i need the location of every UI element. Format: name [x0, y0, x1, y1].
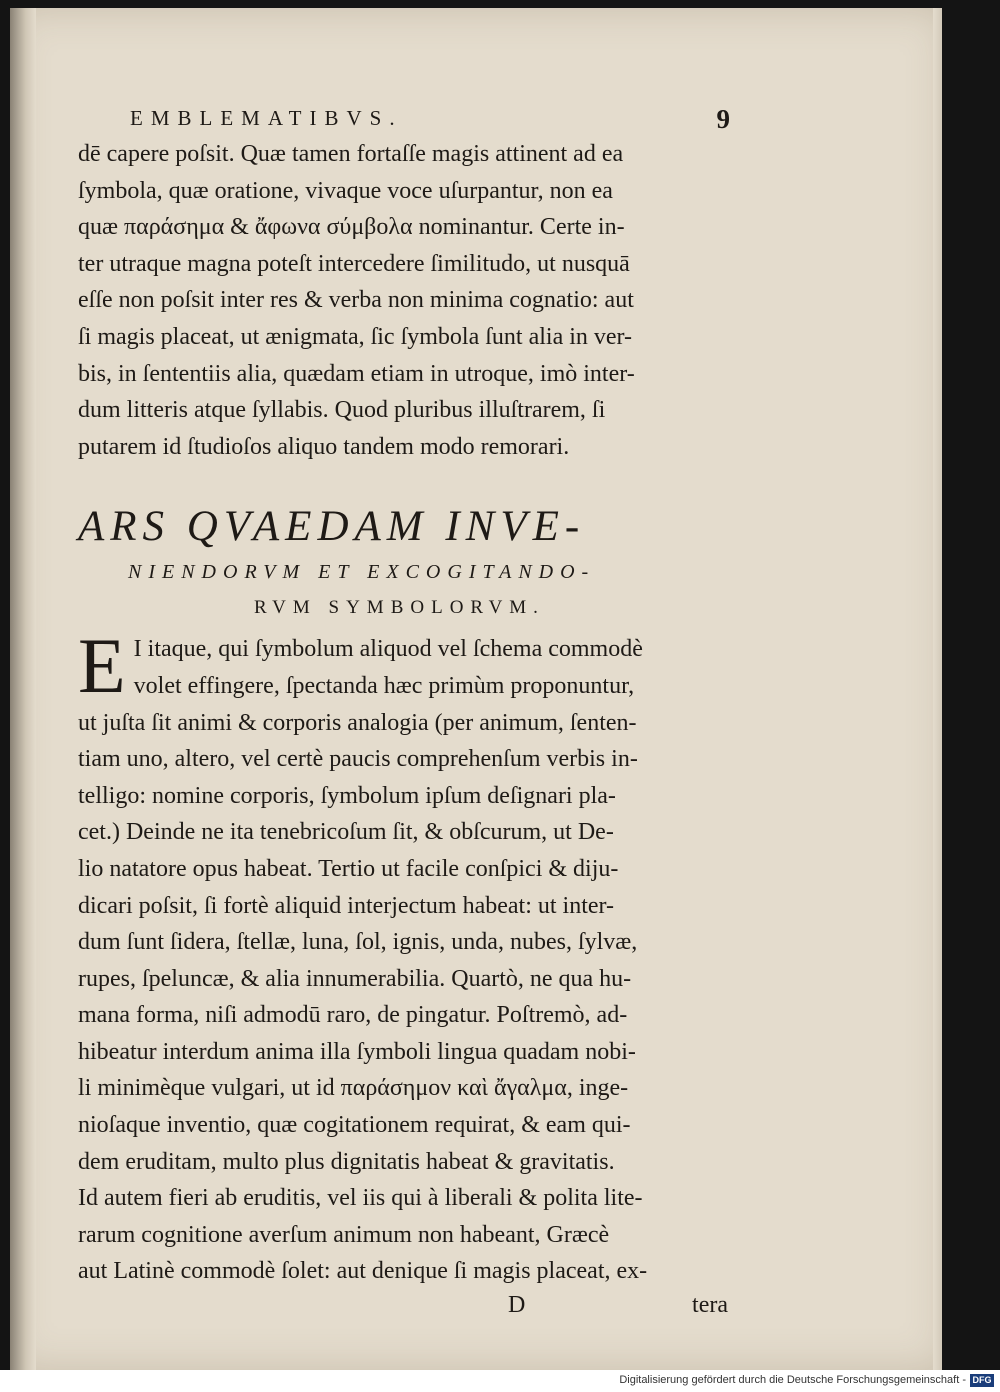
text-line: li minimèque vulgari, ut id παράσημον καὶ ἄγαλμα, inge- [78, 1075, 629, 1102]
running-head-title: EMBLEMATIBVS. [130, 106, 403, 130]
text-line: lio natatore opus habeat. Tertio ut facile conſpici & diju- [78, 855, 619, 882]
text-line: tiam uno, altero, vel certè paucis comprehenſum verbis in- [78, 746, 638, 773]
catchword: tera [692, 1292, 728, 1319]
text-line: aut Latinè commodè ſolet: aut denique ſi magis placeat, ex- [78, 1258, 648, 1285]
footer-bar [0, 1370, 1000, 1392]
text-line: ſi magis placeat, ut ænigmata, ſic ſymbola ſunt alia in ver- [78, 323, 633, 350]
text-line: ter utraque magna poteſt intercedere ſimilitudo, ut nusquā [78, 250, 630, 277]
text-line: Id autem fieri ab eruditis, vel iis qui à liberali & polita lite- [78, 1185, 643, 1212]
text-block [78, 106, 738, 1328]
running-head [78, 106, 738, 136]
paragraph-1 [78, 136, 738, 465]
section-heading-line-1: ARS QVAEDAM INVE- [78, 503, 586, 551]
text-line: eſſe non poſsit inter res & verba non minima cognatio: aut [78, 287, 634, 314]
text-line: dem eruditam, multo plus dignitatis habeat & gravitatis. [78, 1148, 615, 1175]
text-line: mana forma, niſi admodū raro, de pingatur. Poſtremò, ad- [78, 1002, 628, 1029]
paragraph-2 [78, 622, 738, 1290]
section-heading-line-3: RVM SYMBOLORVM. [254, 597, 545, 619]
text-line: dē capere poſsit. Quæ tamen fortaſſe magis attinent ad ea [78, 141, 624, 167]
text-line: rarum cognitione averſum animum non habeant, Græcè [78, 1221, 610, 1248]
text-line: volet effingere, ſpectanda hæc primùm proponuntur, [133, 672, 635, 699]
page-gutter-shadow [10, 8, 36, 1370]
text-line: putarem id ſtudioſos aliquo tandem modo remorari. [78, 433, 570, 460]
scan-edge-strip [942, 0, 992, 1370]
text-line: ſymbola, quæ oratione, vivaque voce uſurpantur, non ea [78, 177, 613, 204]
text-line: hibeatur interdum anima illa ſymboli lingua quadam nobi- [78, 1038, 636, 1065]
text-line: bis, in ſententiis alia, quædam etiam in utroque, imò inter- [78, 360, 635, 387]
page-number: 9 [716, 104, 730, 134]
text-line: dicari poſsit, ſi fortè aliquid interjectum habeat: ut inter- [78, 892, 615, 919]
text-line: rupes, ſpeluncæ, & alia innumerabilia. Quartò, ne qua hu- [78, 965, 632, 992]
text-line: cet.) Deinde ne ita tenebricoſum ſit, & obſcurum, ut De- [78, 819, 614, 846]
text-line: ut juſta ſit animi & corporis analogia (per animum, ſenten- [78, 709, 637, 736]
text-line: nioſaque inventio, quæ cogitationem requirat, & eam qui- [78, 1112, 631, 1139]
text-line: dum litteris atque ſyllabis. Quod pluribus illuſtrarem, ſi [78, 397, 606, 424]
text-line: quæ παράσημα & ἄφωνα σύμβολα nominantur. Certe in- [78, 214, 625, 241]
signature-row [78, 1292, 738, 1328]
drop-cap: E [78, 622, 126, 710]
text-line: telligo: nomine corporis, ſymbolum ipſum deſignari pla- [78, 782, 616, 809]
book-page [10, 8, 947, 1370]
text-line: I itaque, qui ſymbolum aliquod vel ſchema commodè [133, 636, 643, 663]
signature-mark: D [508, 1292, 526, 1319]
footer-credit: Digitalisierung gefördert durch die Deutsche Forschungsgemeinschaft - [619, 1374, 966, 1386]
section-heading-line-2: NIENDORVM ET EXCOGITANDO- [128, 561, 596, 584]
text-line: dum ſunt ſidera, ſtellæ, luna, ſol, ignis, unda, nubes, ſylvæ, [78, 929, 638, 956]
dfg-logo: DFG [970, 1374, 994, 1387]
